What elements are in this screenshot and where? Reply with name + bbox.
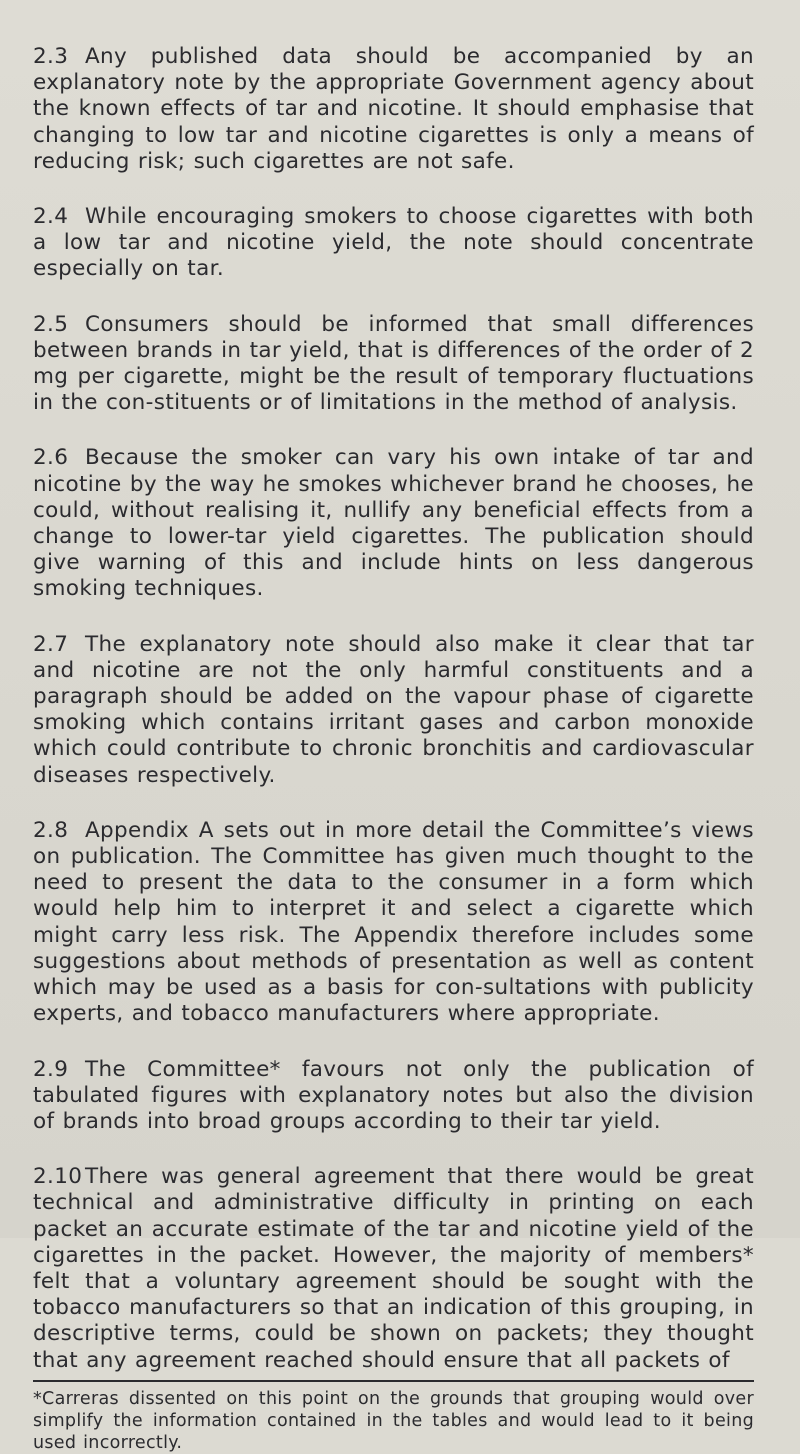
paragraph-number: 2.9 (33, 1056, 69, 1082)
paragraph-2-9 (33, 1057, 754, 1136)
paragraph-number: 2.8 (33, 817, 69, 843)
paragraph-text: The explanatory note should also make it clear that tar and nicotine are not the only harmful constituents and a paragraph should be added on the vapour phase of cigarette smoking which contains irritant gases and carbon monoxide which could contribute to chronic bronchitis and cardiovascular diseases respectively. (33, 631, 754, 788)
paragraph-text: Appendix A sets out in more detail the Committee’s views on publication. The Committee has given much thought to the need to present the data to the consumer in a form which would help him to interpret it and select a cigarette which might carry less risk. The Appendix therefore includes some suggestions about methods of presentation as well as content which may be used as a basis for con-sultations with publicity experts, and tobacco manufacturers where appropriate. (33, 817, 754, 1027)
paragraph-text: Any published data should be accompanied by an explanatory note by the appropriate Government agency about the known effects of tar and nicotine. It should emphasise that changing to low tar and nicotine cigarettes is only a means of reducing risk; such cigarettes are not safe. (33, 44, 754, 174)
paragraph-number: 2.5 (33, 311, 69, 337)
paragraph-number: 2.3 (33, 44, 69, 69)
paragraph-text: There was general agreement that there would be great technical and administrative difficulty in printing on each packet an accurate estimate of the tar and nicotine yield of the cigarettes in the packet. However, the majority of members* felt that a voluntary agreement should be sought with the tobacco manufacturers so that an indication of this grouping, in descriptive terms, could be shown on packets; they thought that any agreement reached should ensure that all packets of (33, 1164, 754, 1373)
footnote: *Carreras dissented on this point on the grounds that grouping would over simplify the information contained in the tables and would lead to it being used incorrectly. (33, 1388, 754, 1453)
paragraph-2-7 (33, 632, 754, 789)
paragraph-2-6 (33, 445, 754, 602)
paragraph-text: While encouraging smokers to choose cigarettes with both a low tar and nicotine yield, the note should concentrate especially on tar. (33, 204, 754, 282)
paragraph-2-5 (33, 312, 754, 417)
paragraph-number: 2.6 (33, 445, 69, 471)
paragraph-number: 2.4 (33, 204, 69, 230)
paragraph-2-3 (33, 44, 754, 175)
paragraph-text: Because the smoker can vary his own intake of tar and nicotine by the way he smokes whichever brand he chooses, he could, without realising it, nullify any beneficial effects from a change to lower-tar yield cigarettes. The publication should give warning of this and include hints on less dangerous smoking techniques. (33, 445, 754, 602)
paragraph-number: 2.7 (33, 631, 69, 657)
paragraph-text: The Committee* favours not only the publication of tabulated figures with explanatory notes but also the division of brands into broad groups according to their tar yield. (33, 1056, 754, 1134)
paragraph-number: 2.10 (33, 1164, 83, 1190)
paragraph-2-10 (33, 1164, 754, 1374)
paragraph-2-8 (33, 818, 754, 1028)
paragraph-2-4 (33, 204, 754, 283)
paragraph-text: Consumers should be informed that small differences between brands in tar yield, that is differences of the order of 2 mg per cigarette, might be the result of temporary fluctuations in the con-stituents or of limitations in the method of analysis. (33, 311, 754, 416)
footnote-divider (33, 1380, 754, 1382)
